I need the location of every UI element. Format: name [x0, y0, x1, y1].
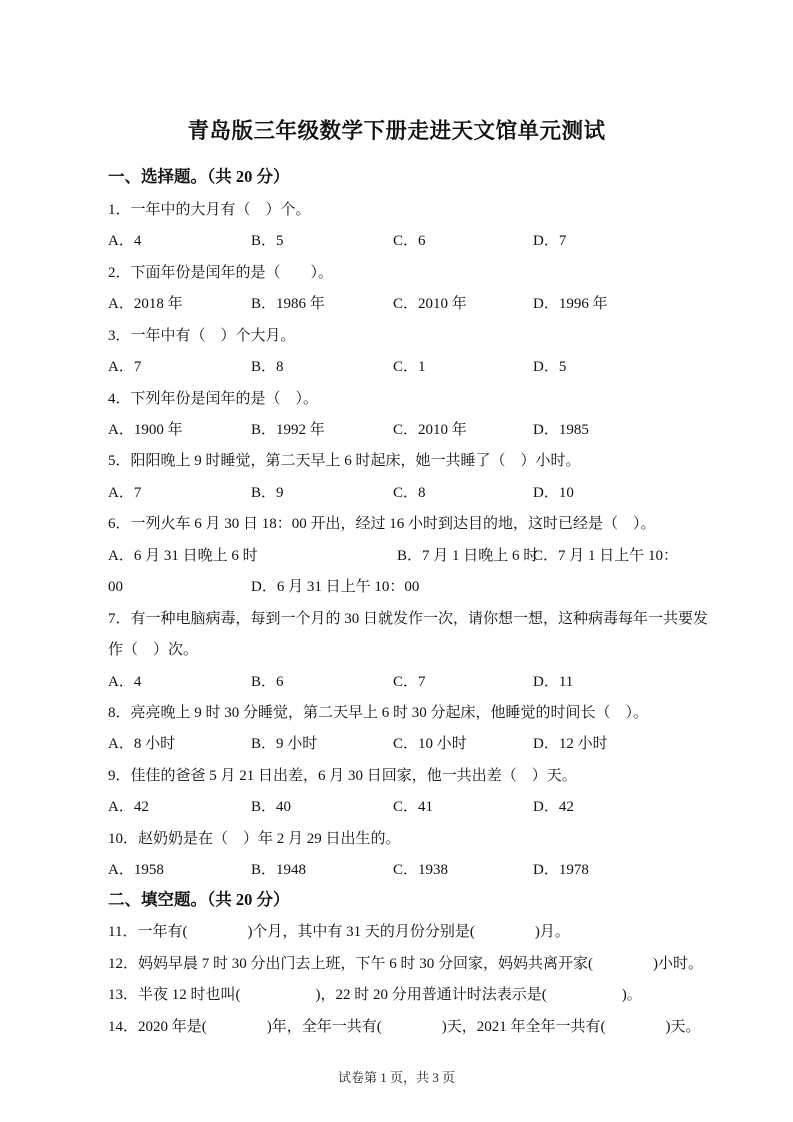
question-3-option-d: D．5 — [533, 359, 567, 375]
question-5-text: 5．阳阳晚上 9 时睡觉，第二天早上 6 时起床，她一共睡了（ ）小时。 — [108, 453, 581, 469]
question-6-option-c: C．7 月 1 日上午 10： — [533, 548, 679, 564]
question-6-option-a: A．6 月 31 日晚上 6 时 — [108, 548, 258, 564]
question-8-option-d: D．12 小时 — [533, 736, 608, 752]
question-6-options-line-2 — [0, 577, 793, 597]
question-3-options — [0, 357, 793, 377]
question-7-option-b: B．6 — [251, 674, 284, 690]
question-2-options — [0, 294, 793, 314]
question-4-options — [0, 420, 793, 440]
question-8-text: 8．亮亮晚上 9 时 30 分睡觉，第二天早上 6 时 30 分起床，他睡觉的时间长（ ）。 — [108, 705, 649, 721]
question-8-option-c: C．10 小时 — [393, 736, 467, 752]
paper-title: 青岛版三年级数学下册走进天文馆单元测试 — [187, 119, 606, 143]
question-7-option-a: A．4 — [108, 674, 142, 690]
page-footer: 试卷第 1 页，共 3 页 — [337, 1070, 455, 1085]
question-11-text: 11．一年有( )个月，其中有 31 天的月份分别是( )月。 — [108, 924, 570, 940]
question-8-options — [0, 734, 793, 754]
question-5-option-c: C．8 — [393, 485, 426, 501]
question-4-text: 4．下列年份是闰年的是（ ）。 — [108, 391, 319, 407]
question-3-option-a: A．7 — [108, 359, 142, 375]
question-7-option-c: C．7 — [393, 674, 426, 690]
question-9-option-a: A．42 — [108, 799, 149, 815]
question-1-text: 1．一年中的大月有（ ）个。 — [108, 202, 311, 218]
section-2-heading: 二、填空题。（共 20 分） — [108, 890, 290, 909]
question-6-option-b: B．7 月 1 日晚上 6 时 — [397, 548, 539, 564]
question-5-options — [0, 483, 793, 503]
question-5-option-b: B．9 — [251, 485, 284, 501]
question-1-option-c: C．6 — [393, 233, 426, 249]
question-14-text: 14．2020 年是( )年，全年一共有( )天，2021 年全年一共有( )天。 — [108, 1019, 701, 1035]
question-2-option-d: D．1996 年 — [533, 296, 608, 312]
question-9-option-d: D．42 — [533, 799, 574, 815]
question-7-text-line-2: 作（ ）次。 — [108, 642, 199, 658]
question-4-option-c: C．2010 年 — [393, 422, 467, 438]
question-10-options — [0, 860, 793, 880]
question-7-options — [0, 672, 793, 692]
question-1-option-b: B．5 — [251, 233, 284, 249]
question-2-text: 2．下面年份是闰年的是（ ）。 — [108, 265, 334, 281]
question-9-option-b: B．40 — [251, 799, 292, 815]
question-10-text: 10．赵奶奶是在（ ）年 2 月 29 日出生的。 — [108, 831, 401, 847]
question-8-option-b: B．9 小时 — [251, 736, 318, 752]
question-4-option-a: A．1900 年 — [108, 422, 183, 438]
question-10-option-b: B．1948 — [251, 862, 307, 878]
section-1-heading: 一、选择题。（共 20 分） — [108, 167, 290, 186]
question-3-option-c: C．1 — [393, 359, 426, 375]
question-4-option-b: B．1992 年 — [251, 422, 325, 438]
question-7-option-d: D．11 — [533, 674, 574, 690]
question-5-option-d: D．10 — [533, 485, 574, 501]
question-6-option-c-continuation: 00 — [108, 579, 123, 595]
question-6-options-line-1 — [0, 546, 793, 566]
question-9-options — [0, 797, 793, 817]
question-2-option-c: C．2010 年 — [393, 296, 467, 312]
question-1-options — [0, 231, 793, 251]
question-12-text: 12．妈妈早晨 7 时 30 分出门去上班，下午 6 时 30 分回家，妈妈共离开家( )小时。 — [108, 956, 703, 972]
question-1-option-a: A．4 — [108, 233, 142, 249]
question-8-option-a: A．8 小时 — [108, 736, 176, 752]
question-9-option-c: C．41 — [393, 799, 434, 815]
question-10-option-c: C．1938 — [393, 862, 449, 878]
question-5-option-a: A．7 — [108, 485, 142, 501]
question-6-text: 6．一列火车 6 月 30 日 18：00 开出，经过 16 小时到达目的地，这时已经是（ ）。 — [108, 516, 656, 532]
question-10-option-a: A．1958 — [108, 862, 164, 878]
question-13-text: 13．半夜 12 时也叫( )，22 时 20 分用普通计时法表示是( )。 — [108, 987, 642, 1003]
question-6-option-d: D．6 月 31 日上午 10：00 — [251, 579, 420, 595]
question-2-option-a: A．2018 年 — [108, 296, 183, 312]
question-10-option-d: D．1978 — [533, 862, 589, 878]
question-9-text: 9．佳佳的爸爸 5 月 21 日出差，6 月 30 日回家，他一共出差（ ）天。 — [108, 768, 577, 784]
question-1-option-d: D．7 — [533, 233, 567, 249]
question-2-option-b: B．1986 年 — [251, 296, 325, 312]
question-3-option-b: B．8 — [251, 359, 284, 375]
question-7-text-line-1: 7．有一种电脑病毒，每到一个月的 30 日就发作一次，请你想一想，这种病毒每年一共要发 — [108, 611, 709, 627]
question-3-text: 3．一年中有（ ）个大月。 — [108, 328, 296, 344]
question-4-option-d: D．1985 — [533, 422, 589, 438]
